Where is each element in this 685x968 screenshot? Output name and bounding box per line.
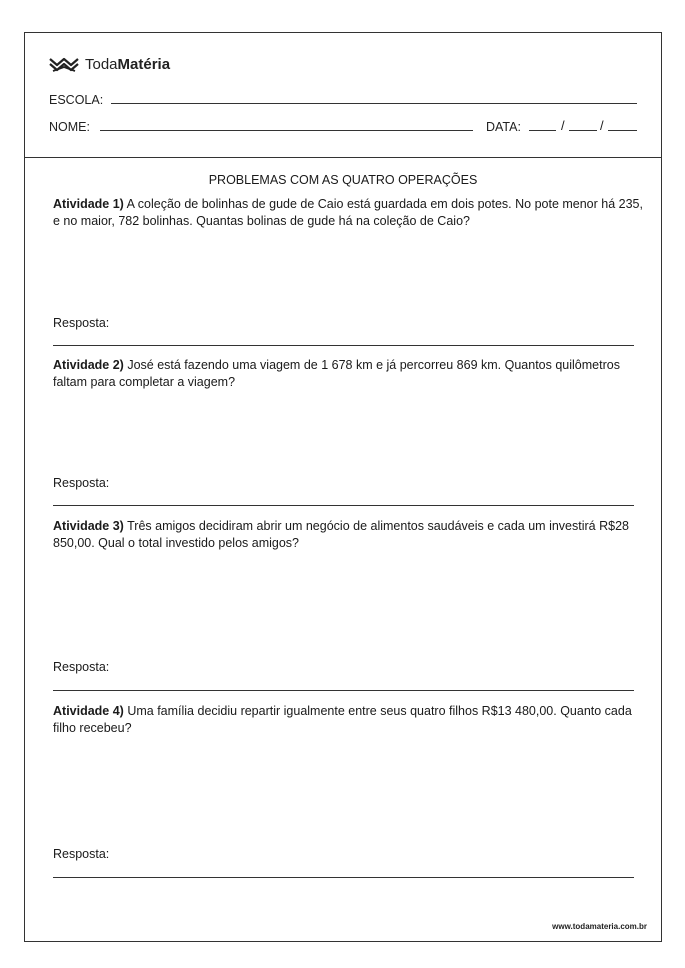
answer-label: Resposta:: [53, 847, 110, 861]
logo-icon: [49, 55, 79, 73]
date-separator: /: [561, 118, 565, 133]
header: [25, 33, 661, 158]
worksheet: [24, 32, 662, 942]
date-label: DATA:: [486, 120, 521, 134]
activity-4: Atividade 4) Uma família decidiu repartir igualmente entre seus quatro filhos R$13 480,00. Quanto cada filho recebeu?: [53, 704, 632, 735]
footer-url: www.todamateria.com.br: [552, 922, 647, 931]
answer-label: Resposta:: [53, 476, 110, 490]
name-field-line[interactable]: [100, 130, 473, 131]
answer-line[interactable]: [53, 690, 634, 691]
activity-3: Atividade 3) Três amigos decidiram abrir um negócio de alimentos saudáveis e cada um investirá R$28 850,00. Qual o total investido pelos amigos?: [53, 519, 629, 550]
date-month-line[interactable]: [569, 130, 597, 131]
answer-line[interactable]: [53, 505, 634, 506]
brand-name: TodaMatéria: [85, 55, 171, 73]
activity-1: Atividade 1) A coleção de bolinhas de gude de Caio está guardada em dois potes. No pote menor há 235, e no maior, 782 bolinhas. Quantas bolinas de gude há na coleção de Caio?: [53, 197, 643, 228]
answer-line[interactable]: [53, 877, 634, 878]
activity-2: Atividade 2) José está fazendo uma viagem de 1 678 km e já percorreu 869 km. Quantos quilômetros faltam para completar a viagem?: [53, 358, 620, 389]
worksheet-title: PROBLEMAS COM AS QUATRO OPERAÇÕES: [208, 173, 478, 187]
brand-logo: [49, 53, 170, 75]
answer-label: Resposta:: [53, 316, 110, 330]
answer-label: Resposta:: [53, 660, 110, 674]
date-separator: /: [600, 118, 604, 133]
answer-line[interactable]: [53, 345, 634, 346]
date-day-line[interactable]: [529, 130, 556, 131]
date-year-line[interactable]: [608, 130, 637, 131]
school-label: ESCOLA:: [49, 93, 104, 107]
school-field-line[interactable]: [111, 103, 637, 104]
name-label: NOME:: [49, 120, 90, 134]
